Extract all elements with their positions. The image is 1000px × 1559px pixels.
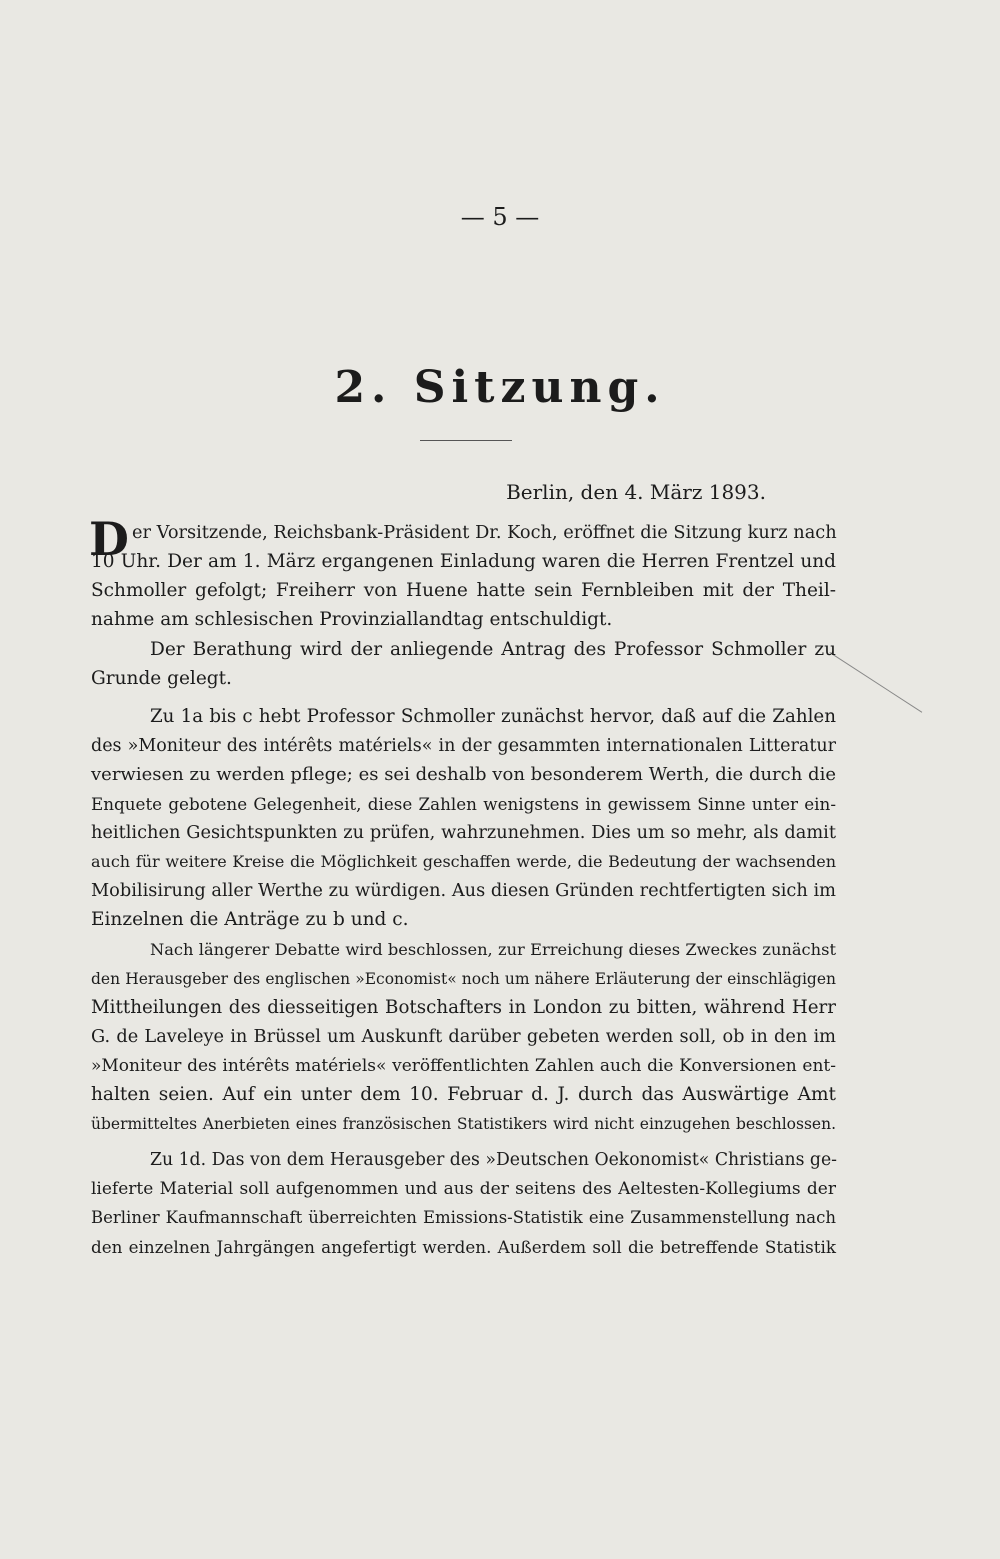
text-line: Enquete gebotene Gelegenheit, diese Zahlen wenigstens in gewissem Sinne unter ein- bbox=[91, 794, 836, 814]
text-line: halten seien. Auf ein unter dem 10. Februar d. J. durch das Auswärtige Amt bbox=[91, 1084, 836, 1105]
title-rule bbox=[420, 440, 512, 441]
text-line: Einzelnen die Anträge zu b und c. bbox=[91, 909, 409, 930]
text-line: Zu 1d. Das von dem Herausgeber des »Deutschen Oekonomist« Christians ge- bbox=[150, 1150, 838, 1170]
text-line: Grunde gelegt. bbox=[91, 668, 232, 689]
text-line: »Moniteur des intérêts matériels« veröffentlichten Zahlen auch die Konversionen ent- bbox=[91, 1056, 836, 1076]
page-number: — 5 — bbox=[460, 203, 540, 231]
text-line: er Vorsitzende, Reichsbank-Präsident Dr. Koch, eröffnet die Sitzung kurz nach bbox=[132, 523, 837, 543]
text-line: heitlichen Gesichtspunkten zu prüfen, wahrzunehmen. Dies um so mehr, als damit bbox=[91, 823, 836, 843]
text-line: Berliner Kaufmannschaft überreichten Emissions-Statistik eine Zusammenstellung nach bbox=[91, 1208, 836, 1227]
session-title: 2. Sitzung. bbox=[334, 362, 666, 413]
text-line: 10 Uhr. Der am 1. März ergangenen Einladung waren die Herren Frentzel und bbox=[91, 551, 836, 572]
text-line: auch für weitere Kreise die Möglichkeit geschaffen werde, die Bedeutung der wachsenden bbox=[91, 852, 836, 871]
text-line: nahme am schlesischen Provinziallandtag entschuldigt. bbox=[91, 609, 613, 630]
text-line: den einzelnen Jahrgängen angefertigt werden. Außerdem soll die betreffende Statistik bbox=[91, 1237, 836, 1257]
margin-pencil-mark bbox=[829, 652, 922, 713]
text-line: Zu 1a bis c hebt Professor Schmoller zunächst hervor, daß auf die Zahlen bbox=[150, 706, 836, 727]
drop-cap: D bbox=[89, 512, 129, 566]
text-line: lieferte Material soll aufgenommen und aus der seitens des Aeltesten-Kollegiums der bbox=[91, 1179, 836, 1199]
text-line: Mittheilungen des diesseitigen Botschafters in London zu bitten, während Herr bbox=[91, 997, 836, 1018]
text-line: Mobilisirung aller Werthe zu würdigen. Aus diesen Gründen rechtfertigten sich im bbox=[91, 881, 836, 901]
text-line: verwiesen zu werden pflege; es sei deshalb von besonderem Werth, die durch die bbox=[91, 764, 836, 785]
text-line: Schmoller gefolgt; Freiherr von Huene hatte sein Fernbleiben mit der Theil- bbox=[91, 580, 836, 601]
dateline: Berlin, den 4. März 1893. bbox=[506, 480, 766, 504]
text-line: des »Moniteur des intérêts matériels« in der gesammten internationalen Litteratur bbox=[91, 736, 836, 756]
text-line: übermitteltes Anerbieten eines französischen Statistikers wird nicht einzugehen beschlossen. bbox=[91, 1115, 836, 1133]
text-line: Der Berathung wird der anliegende Antrag des Professor Schmoller zu bbox=[150, 639, 836, 660]
text-line: den Herausgeber des englischen »Economist« noch um nähere Erläuterung der einschlägigen bbox=[91, 970, 836, 988]
text-line: G. de Laveleye in Brüssel um Auskunft darüber gebeten werden soll, ob in den im bbox=[91, 1027, 836, 1047]
text-line: Nach längerer Debatte wird beschlossen, zur Erreichung dieses Zweckes zunächst bbox=[150, 940, 836, 959]
